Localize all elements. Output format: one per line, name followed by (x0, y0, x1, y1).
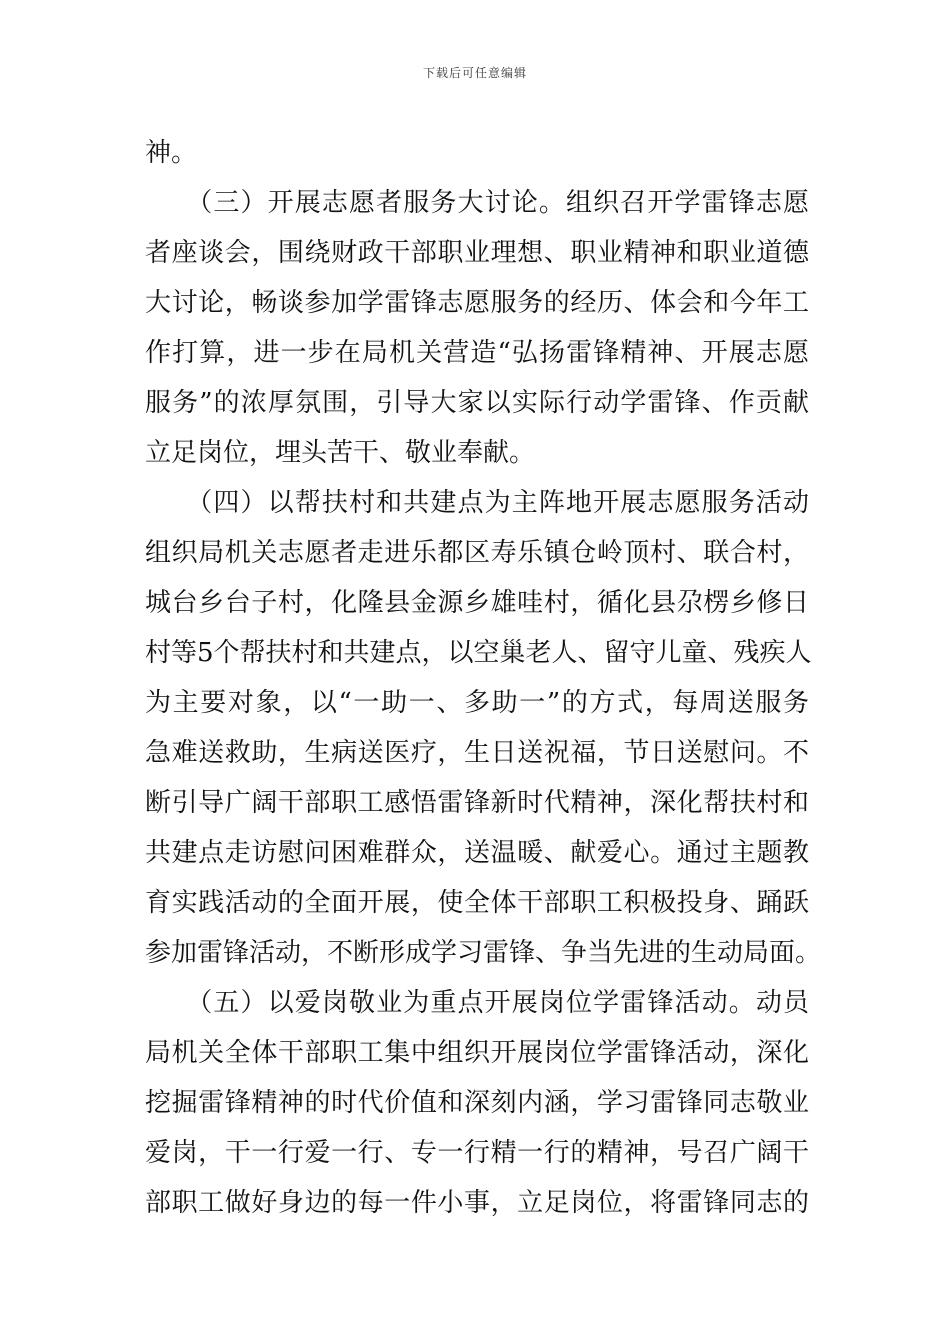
text-line: 服务”的浓厚氛围，引导大家以实际行动学雷锋、作贡献 (145, 388, 809, 418)
text-line: 断引导广阔干部职工感悟雷锋新时代精神，深化帮扶村和 (145, 788, 809, 818)
text-line: 育实践活动的全面开展，使全体干部职工积极投身、踊跃 (145, 888, 809, 918)
text-line: （五）以爱岗敬业为重点开展岗位学雷锋活动。动员 (145, 988, 809, 1018)
text-line: 为主要对象，以“一助一、多助一”的方式，每周送服务 (145, 688, 809, 718)
text-line: 大讨论，畅谈参加学雷锋志愿服务的经历、体会和今年工 (145, 288, 809, 318)
text-line: 城台乡台子村，化隆县金源乡雄哇村，循化县尕楞乡修日 (145, 588, 809, 618)
page-header: 下载后可任意编辑 (422, 66, 527, 80)
text-line: 参加雷锋活动，不断形成学习雷锋、争当先进的生动局面。 (145, 938, 822, 968)
text-line: 爱岗，干一行爱一行、专一行精一行的精神，号召广阔干 (145, 1138, 809, 1168)
text-line: 者座谈会，围绕财政干部职业理想、职业精神和职业道德 (145, 238, 809, 268)
text-line: 作打算，进一步在局机关营造“弘扬雷锋精神、开展志愿 (145, 338, 809, 368)
text-line: 神。 (145, 138, 198, 168)
text-line: 共建点走访慰问困难群众，送温暖、献爱心。通过主题教 (145, 838, 809, 868)
text-line: （四）以帮扶村和共建点为主阵地开展志愿服务活动 (145, 488, 809, 518)
text-line: 挖掘雷锋精神的时代价值和深刻内涵，学习雷锋同志敬业 (145, 1088, 809, 1118)
text-line: 局机关全体干部职工集中组织开展岗位学雷锋活动，深化 (145, 1038, 809, 1068)
text-line: 村等5个帮扶村和共建点，以空巢老人、留守儿童、残疾人 (145, 638, 812, 668)
text-line: 急难送救助，生病送医疗，生日送祝福，节日送慰问。不 (145, 738, 809, 768)
document-body (145, 128, 822, 1228)
text-line: （三）开展志愿者服务大讨论。组织召开学雷锋志愿 (145, 188, 809, 218)
text-line: 组织局机关志愿者走进乐都区寿乐镇仓岭顶村、联合村， (145, 538, 809, 568)
text-line: 立足岗位，埋头苦干、敬业奉献。 (145, 438, 536, 468)
text-line: 部职工做好身边的每一件小事，立足岗位，将雷锋同志的 (145, 1188, 809, 1218)
